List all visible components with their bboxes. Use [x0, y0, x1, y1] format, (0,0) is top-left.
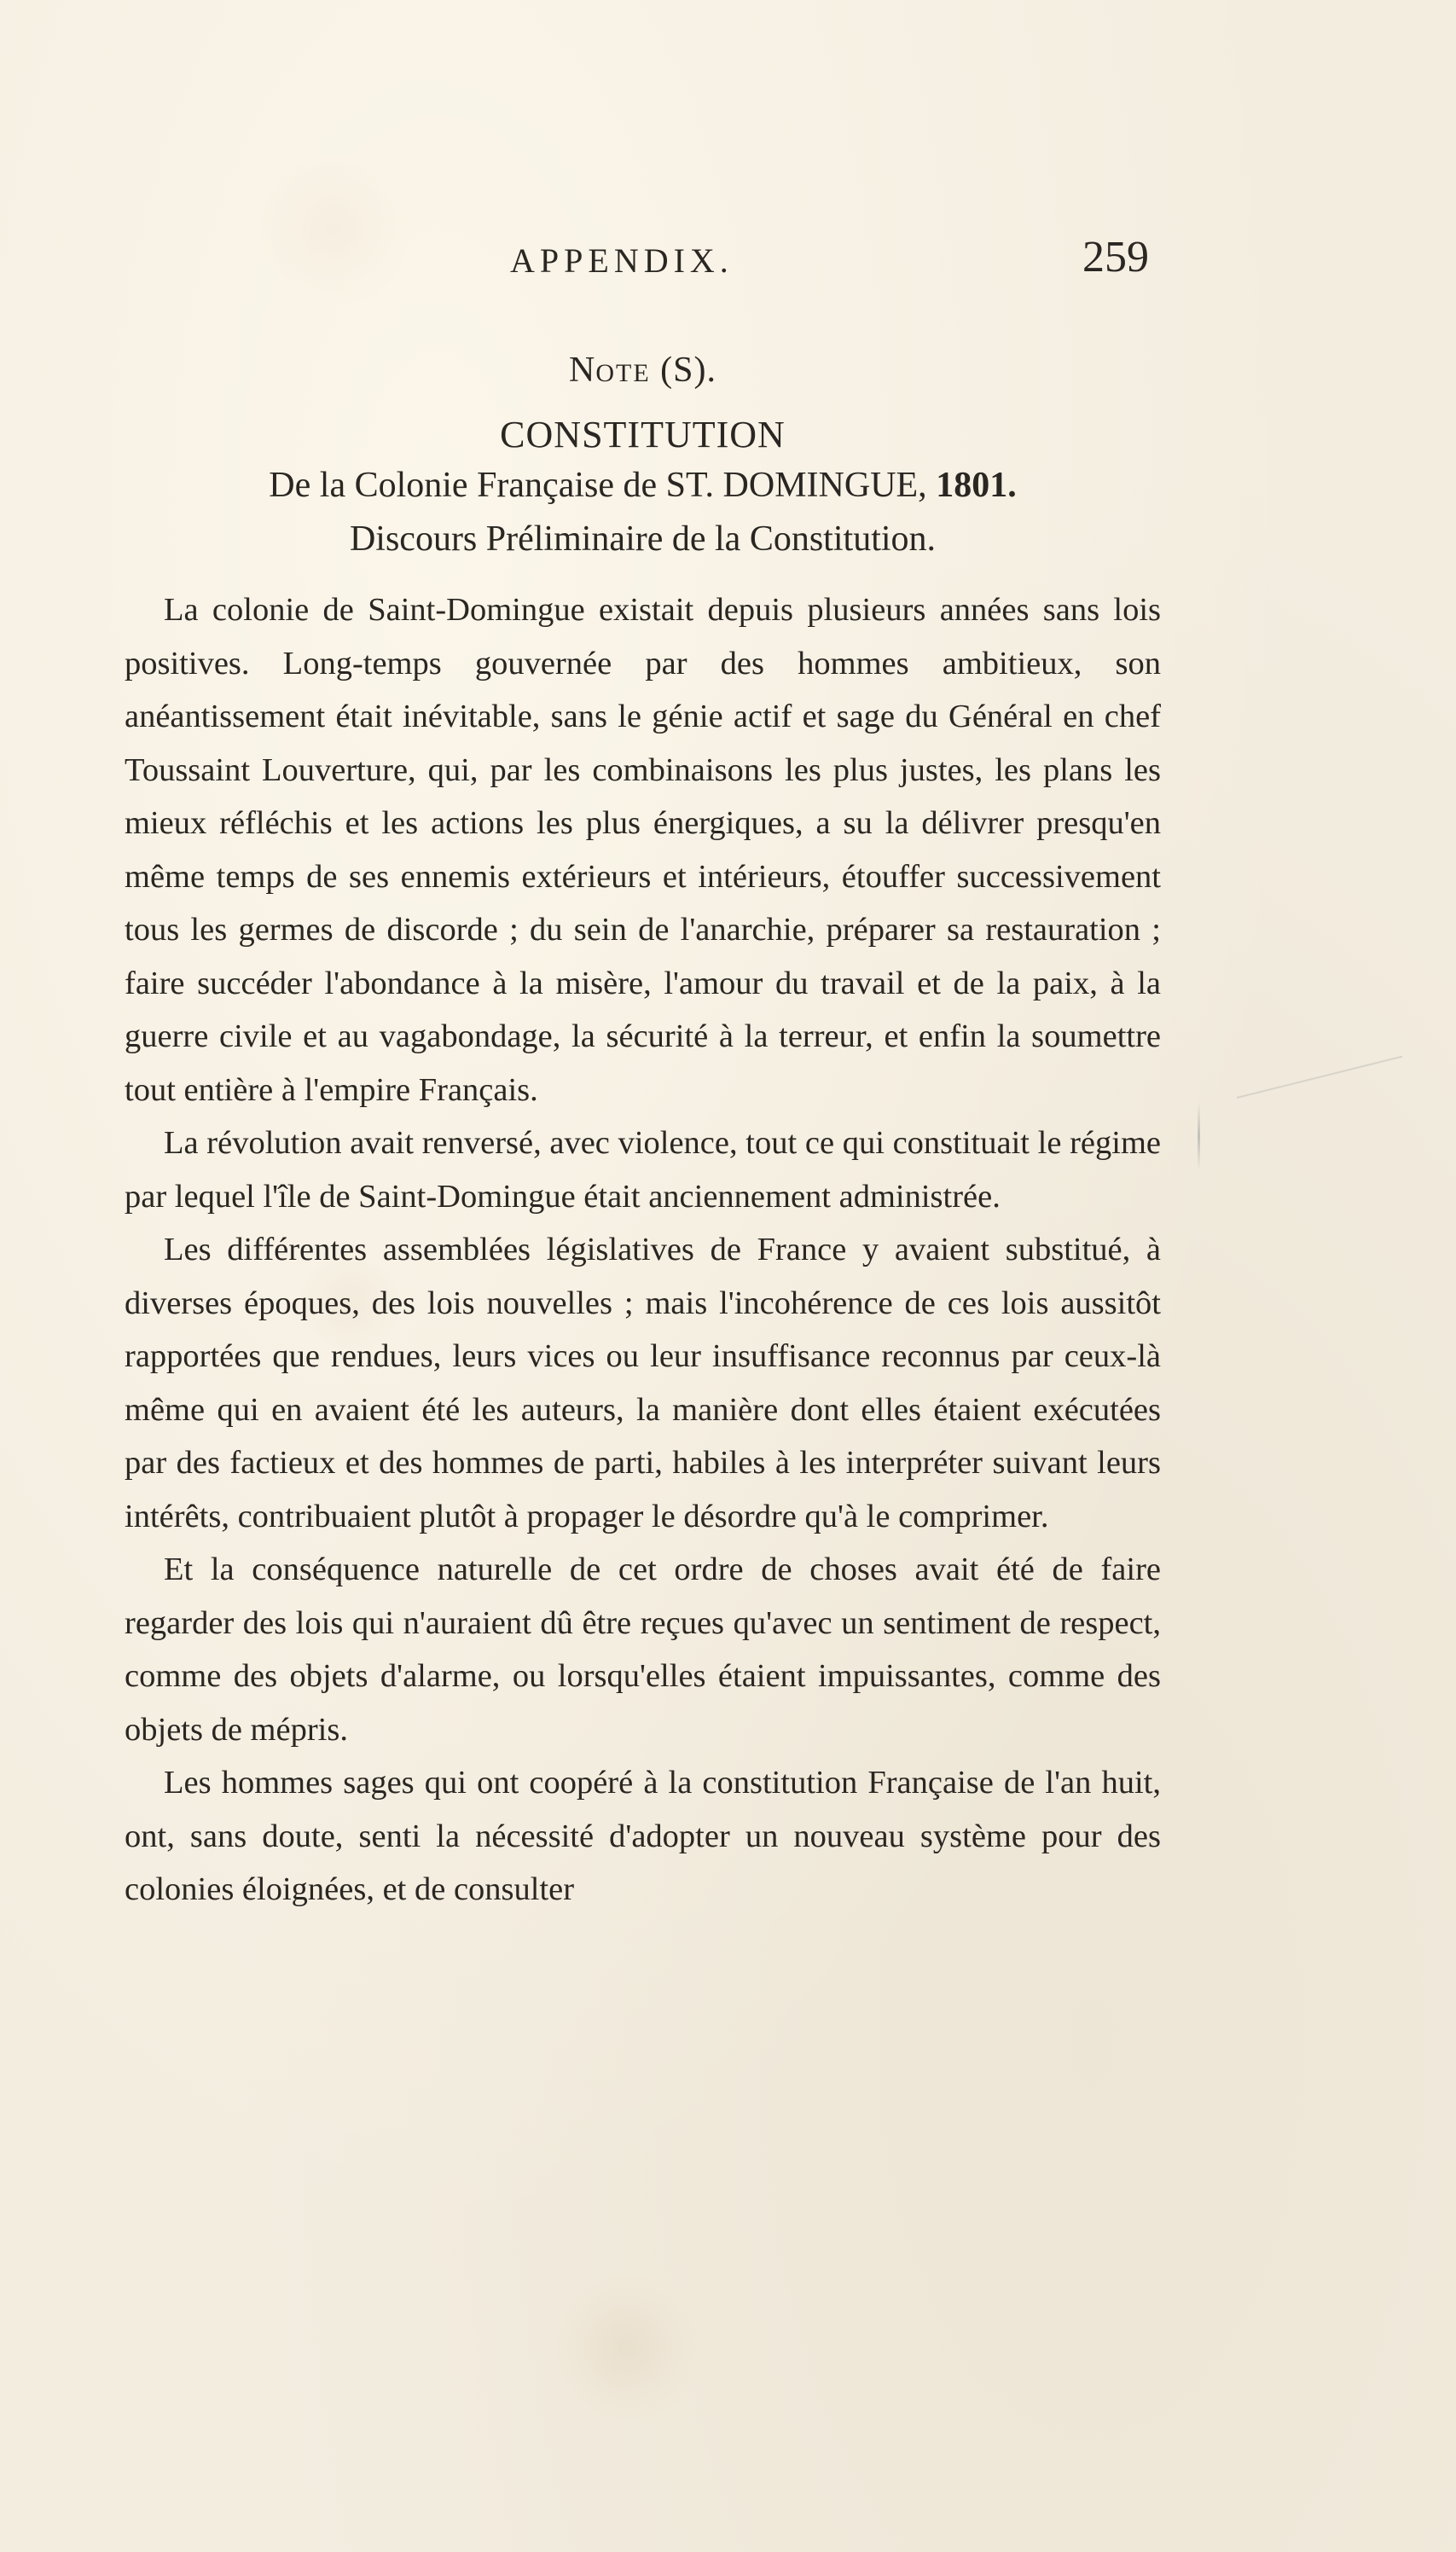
subtitle-prefix: De la Colonie Française de ST. DOMINGUE, — [269, 466, 927, 505]
paragraph: La révolution avait renversé, avec violence, tout ce qui constituait le régime par lequel l'île de Saint-Domingue était anciennement administrée. — [125, 1125, 1161, 1215]
paragraph: Les différentes assemblées législatives de France y avaient substitué, à diverses époques, des lois nouvelles ; mais l'incohérence de ces lois aussitôt rapportées que rendues, leurs vices ou leur insuffisance reconnus par ceux-là même qui en avaient été les auteurs, la manière dont elles étaient exécutées par des factieux et des hommes de parti, habiles à les interpréter suivant leurs intérêts, contribuaient plutôt à propager le désordre qu'à le comprimer. — [125, 1232, 1161, 1534]
paragraph: Les hommes sages qui ont coopéré à la constitution Française de l'an huit, ont, sans doute, senti la nécessité d'adopter un nouveau système pour des colonies éloignées, et de consulter — [125, 1765, 1161, 1907]
note-title-initial: N — [568, 351, 596, 390]
paragraph: Et la conséquence naturelle de cet ordre de choses avait été de faire regarder des lois qui n'auraient dû être reçues qu'avec un sentiment de respect, comme des objets d'alarme, ou lorsqu'elles étaient impuissantes, comme des objets de mépris. — [125, 1552, 1161, 1748]
page-number: 259 — [1082, 233, 1149, 281]
section-title: Discours Préliminaire de la Constitution. — [349, 519, 937, 559]
margin-mark — [1198, 1102, 1200, 1170]
note-title-smallcaps: OTE — [595, 359, 651, 387]
note-title-label: (S). — [660, 351, 716, 390]
document-title: CONSTITUTION — [500, 414, 786, 455]
running-head: APPENDIX. — [510, 241, 734, 280]
margin-pencil-line — [1237, 1056, 1403, 1099]
paragraph: La colonie de Saint-Domingue existait depuis plusieurs années sans lois positives. Long-temps gouvernée par des hommes ambitieux, son anéantissement était inévitable, sans le génie actif et sage du Général en chef Toussaint Louverture, qui, par les combinaisons les plus justes, les plans les mieux réfléchis et les actions les plus énergiques, a su la délivrer presqu'en même temps de ses ennemis extérieurs et intérieurs, étouffer successivement tous les germes de discorde ; du sein de l'anarchie, préparer sa restauration ; faire succéder l'abondance à la misère, l'amour du travail et de la paix, à la guerre civile et au vagabondage, la sécurité à la terreur, et enfin la soumettre tout entière à l'empire Français. — [125, 592, 1161, 1108]
body-text — [125, 583, 1161, 1917]
subtitle-year: 1801. — [936, 466, 1017, 505]
subtitle — [125, 465, 1161, 506]
note-title — [125, 350, 1161, 391]
